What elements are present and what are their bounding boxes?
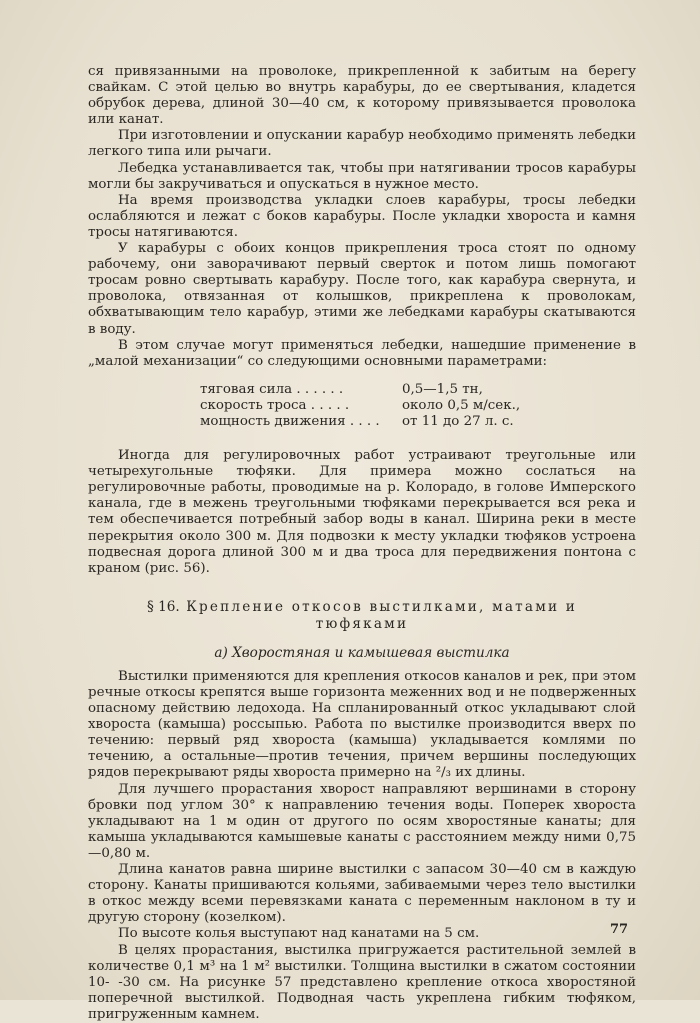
section-number: § 16. xyxy=(146,598,180,615)
winch-parameters-table xyxy=(200,382,520,430)
page-body xyxy=(88,64,636,1023)
parameter-row xyxy=(200,414,520,430)
page-number: 77 xyxy=(610,922,629,937)
paragraph: Длина канатов равна ширине выстилки с запасом 30—40 см в каждую сторону. Канаты пришиваются кольями, забиваемыми через тело выстилки в откос между всеми перевязками каната с переменным наклоном в ту и другую сторону (козелком). xyxy=(88,862,636,926)
parameter-value: от 11 до 27 л. с. xyxy=(402,413,514,429)
paragraph-continuation: ся привязанными на проволоке, прикрепленной к забитым на берегу свайкам. С этой целью во внутрь карабуры, до ее свертывания, кладется обрубок дерева, длиной 30—40 см, к которому привязывается проволока или канат. xyxy=(88,64,636,128)
parameter-value: 0,5—1,5 тн, xyxy=(402,381,483,397)
paragraph: Для лучшего прорастания хворост направляют вершинами в сторону бровки под углом 30° к направлению течения воды. Поперек хвороста укладывают на 1 м один от другого по осям хворостяные канаты; для камыша укладываются камышевые канаты с расстоянием между ними 0,75—0,80 м. xyxy=(88,781,636,861)
section-heading xyxy=(88,599,636,633)
parameter-label: скорость троса . . . . . xyxy=(200,397,350,413)
paragraph: При изготовлении и опускании карабур необходимо применять лебедки легкого типа или рычаги. xyxy=(88,128,636,160)
parameter-row xyxy=(200,382,520,398)
paragraph: Лебедка устанавливается так, чтобы при натягивании тросов карабуры могли бы закручиваться и опускаться в нужное место. xyxy=(88,160,636,192)
paragraph: В целях прорастания, выстилка пригружается растительной землей в количестве 0,1 м³ на 1 м² выстилки. Толщина выстилки в сжатом состоянии 10- -30 см. На рисунке 57 представлено крепление откоса хворостяной поперечной выстилкой. Подводная часть укреплена гибким тюфяком, пригруженным камнем. xyxy=(88,942,636,1022)
section-title-line1: Крепление откосов выстилками, матами и xyxy=(186,598,578,615)
paragraph: В этом случае могут применяться лебедки, нашедшие применение в „малой механизации“ со следующими основными параметрами: xyxy=(88,337,636,369)
paragraph: Выстилки применяются для крепления откосов каналов и рек, при этом речные откосы крепятся выше горизонта меженних вод и не подверженных опасному действию ледохода. На спланированный откос укладывают слой хвороста (камыша) россыпью. Работа по выстилке производится вверх по течению: первый ряд хвороста (камыша) укладывается комлями по течению, а остальные—против течения, причем вершины последующих рядов перекрывают ряды хвороста примерно на ²/₃ их длины. xyxy=(88,668,636,781)
parameter-value: около 0,5 м/сек., xyxy=(402,397,521,413)
parameter-label: тяговая сила . . . . . . xyxy=(200,381,344,397)
paragraph: У карабуры с обоих концов прикрепления троса стоят по одному рабочему, они заворачивают первый сверток и потом лишь помогают тросам ровно свертывать карабуру. После того, как карабура свернута, и проволока, отвязанная от колышков, прикреплена к проволокам, обхватывающим тело карабур, этими же лебедками карабуры скатываются в воду. xyxy=(88,241,636,337)
parameter-label: мощность движения . . . . xyxy=(200,413,380,429)
paragraph: Иногда для регулировочных работ устраивают треугольные или четырехугольные тюфяки. Для примера можно сослаться на регулировочные работы, проводимые на р. Колорадо, в голове Имперского канала, где в межень треугольными тюфяками перекрывается вся река и тем обеспечивается потребный забор воды в канал. Ширина реки в месте перекрытия около 300 м. Для подвозки к месту укладки тюфяков устроена подвесная дорога длиной 300 м и два троса для передвижения понтона с краном (рис. 56). xyxy=(88,448,636,576)
paragraph: По высоте колья выступают над канатами на 5 см. xyxy=(118,926,480,942)
parameter-row xyxy=(200,398,520,414)
section-title-line2: тюфяками xyxy=(315,615,409,632)
subsection-heading: а) Хворостяная и камышевая выстилка xyxy=(214,644,510,661)
paragraph: На время производства укладки слоев карабуры, тросы лебедки ослабляются и лежат с боков карабуры. После укладки хвороста и камня тросы натягиваются. xyxy=(88,192,636,240)
